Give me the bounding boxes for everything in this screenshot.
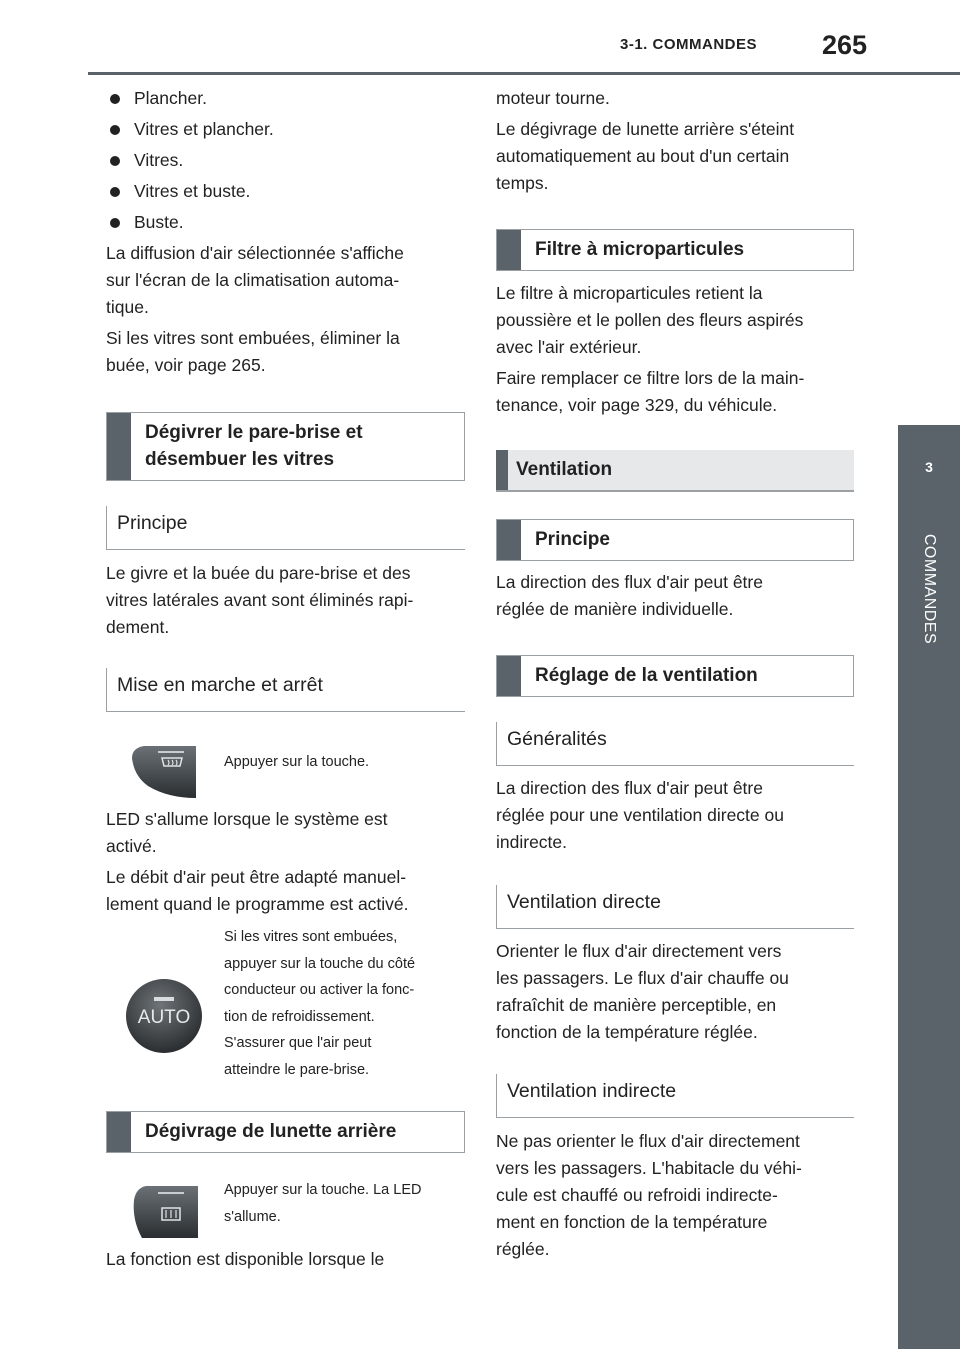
paragraph: Le dégivrage de lunette arrière s'éteint automatiquement au bout d'un certain temps. — [496, 119, 795, 193]
section-heading-degivrer: Dégivrer le pare-brise et désembuer les vitres — [106, 412, 465, 481]
paragraph: La direction des flux d'air peut être réglée pour une ventilation directe ou indirecte. — [496, 778, 784, 852]
windshield-defrost-icon — [128, 742, 198, 800]
paragraph: Le filtre à microparticules retient la poussière et le pollen des fleurs aspirés avec l'air extérieur. — [496, 283, 804, 357]
bullet-icon — [110, 218, 120, 228]
paragraph: LED s'allume lorsque le système est activé. — [106, 809, 388, 856]
rear-window-defrost-icon — [128, 1180, 200, 1240]
defrost-button-image — [128, 742, 198, 800]
chapter-tab-label: COMMANDES — [921, 533, 938, 645]
rear-defrost-button-image — [128, 1180, 200, 1240]
chapter-heading-ventilation: Ventilation — [496, 450, 854, 492]
paragraph: La diffusion d'air sélectionnée s'affiche sur l'écran de la climatisation automa- tique. — [106, 243, 404, 317]
running-header-section: 3-1. COMMANDES — [620, 36, 758, 53]
paragraph: Faire remplacer ce filtre lors de la main- tenance, voir page 329, du véhicule. — [496, 368, 805, 415]
chapter-tab-number: 3 — [925, 459, 933, 475]
paragraph: Le givre et la buée du pare-brise et des vitres latérales avant sont éliminés rapi- dement. — [106, 563, 414, 637]
subheading-ventilation-indirecte: Ventilation indirecte — [496, 1074, 854, 1118]
subheading-generalites: Généralités — [496, 722, 854, 766]
button-caption: Appuyer sur la touche. La LED s'allume. — [224, 1182, 422, 1225]
paragraph: Le débit d'air peut être adapté manuel- lement quand le programme est activé. — [106, 867, 409, 914]
bullet-icon — [110, 94, 120, 104]
auto-button-image — [124, 977, 204, 1055]
section-heading-lunette: Dégivrage de lunette arrière — [106, 1111, 465, 1153]
section-heading-reglage: Réglage de la ventilation — [496, 655, 854, 697]
auto-label: AUTO — [137, 1007, 191, 1028]
page-number: 265 — [822, 30, 868, 60]
paragraph: Orienter le flux d'air directement vers les passagers. Le flux d'air chauffe ou rafraîchit de manière perceptible, en fonction de la température réglée. — [496, 941, 789, 1042]
chapter-tab — [898, 425, 960, 511]
section-heading-principe: Principe — [496, 519, 854, 561]
header-rule — [88, 72, 960, 75]
bullet-icon — [110, 156, 120, 166]
button-caption: Appuyer sur la touche. — [224, 754, 370, 770]
section-heading-filtre: Filtre à microparticules — [496, 229, 854, 271]
subheading-mise-en-marche: Mise en marche et arrêt — [106, 668, 465, 712]
paragraph: La direction des flux d'air peut être réglée de manière individuelle. — [496, 572, 763, 619]
paragraph: Ne pas orienter le flux d'air directement vers les passagers. L'habitacle du véhi- cule est chauffé ou refroidi indirecte- ment en fonction de la température réglée. — [496, 1131, 802, 1259]
paragraph: Si les vitres sont embuées, éliminer la buée, voir page 265. — [106, 328, 400, 375]
subheading-ventilation-directe: Ventilation directe — [496, 885, 854, 929]
paragraph: La fonction est disponible lorsque le — [106, 1249, 385, 1269]
bullet-icon — [110, 187, 120, 197]
bullet-icon — [110, 125, 120, 135]
subheading-principe: Principe — [106, 506, 465, 550]
paragraph: moteur tourne. — [496, 88, 610, 108]
button-caption: Si les vitres sont embuées, appuyer sur la touche du côté conducteur ou activer la fonc- tion de refroidissement. S'assurer que l'air peut atteindre le pare-brise. — [224, 929, 416, 1078]
